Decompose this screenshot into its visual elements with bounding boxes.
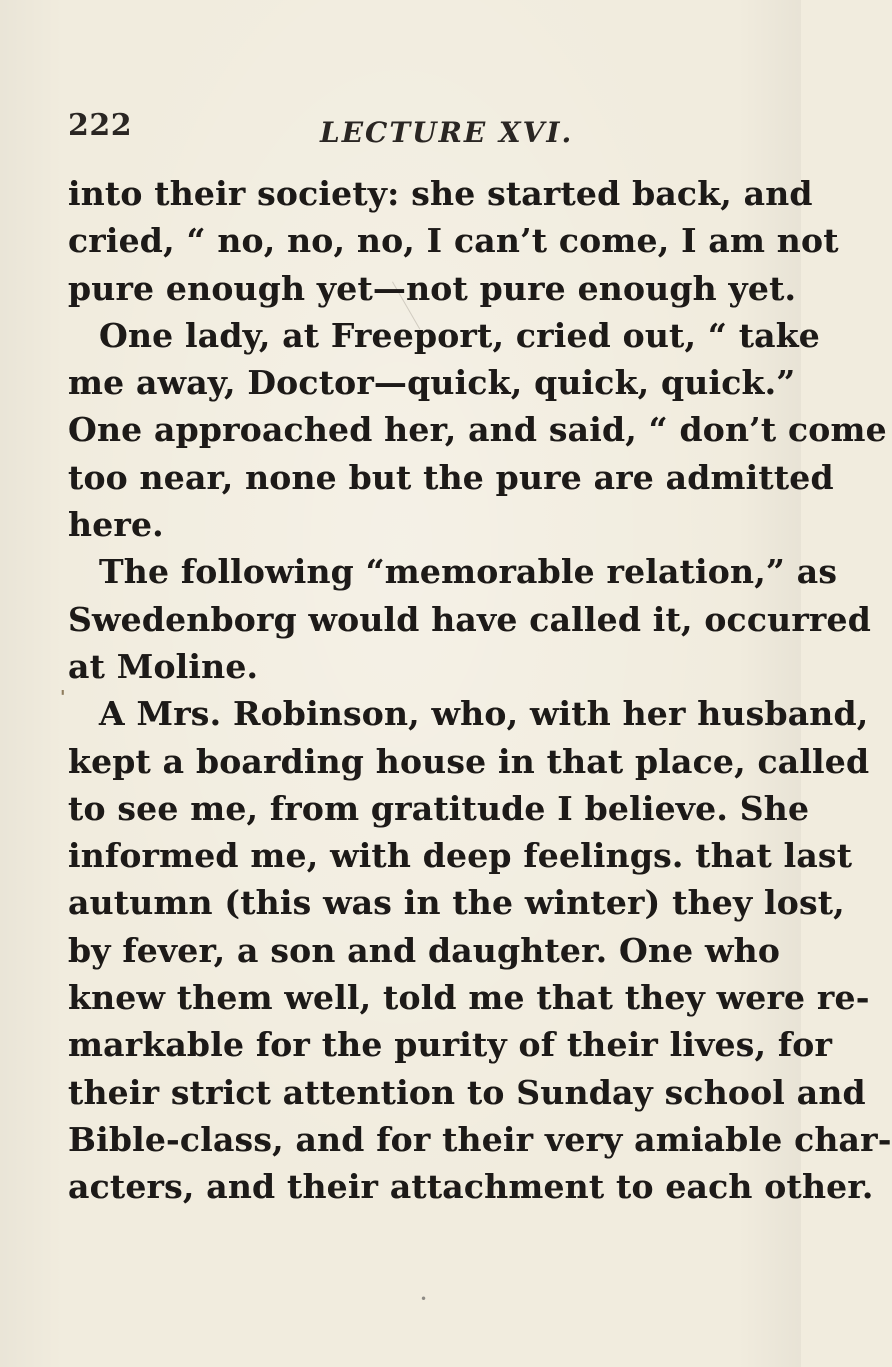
text-line: pure enough yet—not pure enough yet. (68, 268, 797, 308)
text-line: acters, and their attachment to each other. (68, 1167, 874, 1207)
text-line: knew them well, told me that they were re- (68, 978, 870, 1018)
body-text (68, 170, 892, 1211)
text-line: me away, Doctor—quick, quick, quick.” (68, 363, 796, 403)
running-head: LECTURE XVI. (320, 116, 574, 149)
text-line: The following “memorable relation,” as (99, 552, 838, 592)
text-line: Bible-class, and for their very amiable char- (68, 1119, 892, 1159)
page-number: 222 (68, 108, 133, 143)
text-line: One approached her, and said, “ don’t come (68, 410, 887, 450)
text-line: markable for the purity of their lives, for (68, 1025, 833, 1065)
text-line: kept a boarding house in that place, called (68, 741, 870, 781)
text-line: A Mrs. Robinson, who, with her husband, (99, 694, 869, 734)
text-line: autumn (this was in the winter) they lost, (68, 883, 845, 923)
text-line: here. (68, 505, 164, 545)
margin-mark: ' (60, 687, 66, 708)
text-line: cried, “ no, no, no, I can’t come, I am not (68, 221, 839, 261)
text-line: One lady, at Freeport, cried out, “ take (99, 315, 820, 355)
text-line: to see me, from gratitude I believe. She (68, 788, 810, 828)
text-line: Swedenborg would have called it, occurred (68, 599, 871, 639)
page-header (68, 108, 738, 148)
text-line: too near, none but the pure are admitted (68, 457, 834, 497)
text-line: at Moline. (68, 646, 259, 686)
text-line: by fever, a son and daughter. One who (68, 930, 781, 970)
text-line: into their society: she started back, and (68, 174, 813, 213)
text-line: their strict attention to Sunday school and (68, 1072, 866, 1112)
text-line: informed me, with deep feelings. that last (68, 836, 853, 876)
bottom-mark: • (420, 1292, 428, 1306)
